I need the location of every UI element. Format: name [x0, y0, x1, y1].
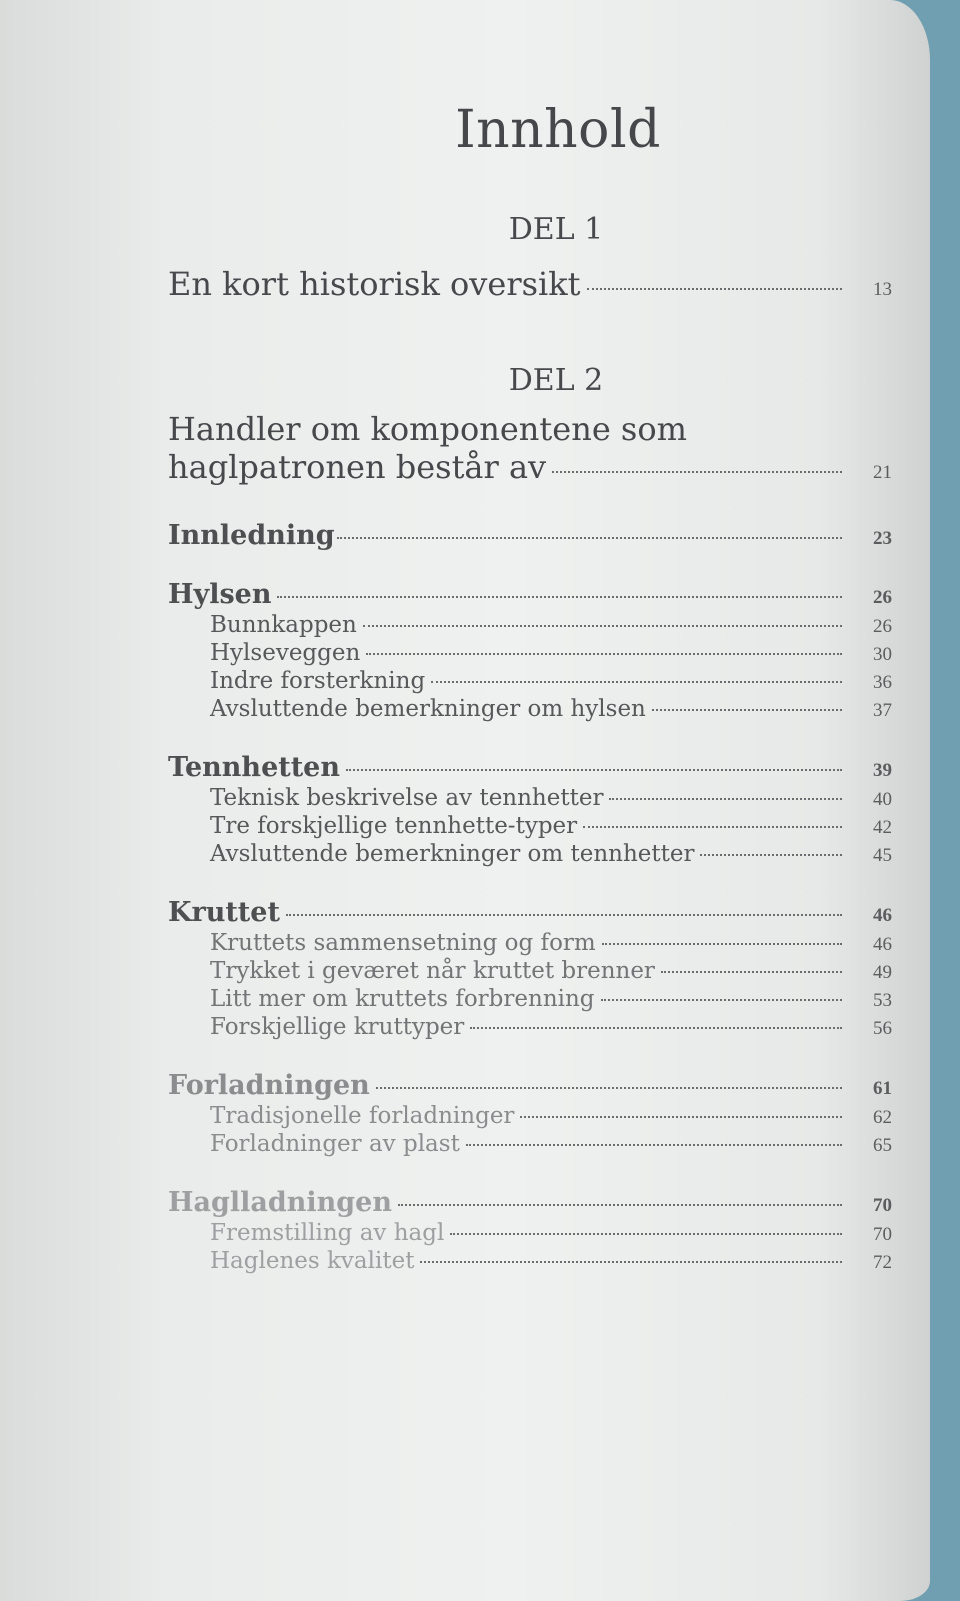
part-2-heading-line-2: haglpatronen består av [168, 448, 547, 486]
section-entry [168, 1248, 892, 1274]
section-title: Kruttets sammensetning og form [210, 930, 596, 956]
section-entry [168, 1103, 892, 1129]
page-number: 42 [873, 817, 892, 838]
page-title: Innhold [455, 100, 661, 160]
dot-leader [520, 1116, 842, 1118]
section-entry [168, 668, 892, 694]
page-number: 39 [873, 760, 892, 781]
chapter-kruttet [168, 897, 892, 928]
part-2-entry [168, 448, 892, 492]
page-number: 46 [873, 934, 892, 955]
chapter-tennhetten [168, 752, 892, 783]
chapter-title: Haglladningen [168, 1187, 392, 1218]
page-number: 70 [873, 1195, 892, 1216]
section-title: Avsluttende bemerkninger om tennhetter [210, 841, 695, 867]
dot-leader [652, 709, 842, 711]
section-title: Litt mer om kruttets forbrenning [210, 986, 595, 1012]
section-entry [168, 958, 892, 984]
part-2-label: DEL 2 [508, 363, 604, 398]
dot-leader [431, 681, 842, 683]
page-number: 23 [873, 528, 892, 549]
section-title: Forladninger av plast [210, 1131, 460, 1157]
page-number: 61 [873, 1078, 892, 1099]
dot-leader [587, 288, 842, 290]
dot-leader [376, 1087, 842, 1089]
dot-leader [366, 653, 842, 655]
page-number: 72 [873, 1252, 892, 1273]
page-number: 26 [873, 616, 892, 637]
dot-leader [609, 798, 842, 800]
page-number: 53 [873, 990, 892, 1011]
part-1-label: DEL 1 [508, 212, 604, 247]
dot-leader [602, 943, 842, 945]
page-number: 30 [873, 644, 892, 665]
section-entry [168, 813, 892, 839]
section-title: Tre forskjellige tennhette-typer [210, 813, 578, 839]
dot-leader [346, 769, 842, 771]
dot-leader [286, 914, 842, 916]
section-title: Bunnkappen [210, 612, 357, 638]
dot-leader [661, 971, 842, 973]
section-entry [168, 1131, 892, 1157]
table-of-contents [168, 100, 908, 1274]
dot-leader [450, 1233, 842, 1235]
section-title: Teknisk beskrivelse av tennhetter [210, 785, 604, 811]
page-number: 70 [873, 1224, 892, 1245]
chapter-title: Innledning [168, 520, 335, 551]
section-entry [168, 930, 892, 956]
dot-leader [552, 471, 842, 473]
section-title: Tradisjonelle forladninger [210, 1103, 515, 1129]
page-number: 56 [873, 1018, 892, 1039]
chapter-haglladningen [168, 1187, 892, 1218]
chapter-title: Tennhetten [168, 752, 340, 783]
section-title: Trykket i geværet når kruttet brenner [210, 958, 655, 984]
part-2-heading-line-1: Handler om komponentene som [168, 410, 687, 448]
chapter-hylsen [168, 579, 892, 610]
page-number: 21 [873, 462, 892, 483]
section-title: Forskjellige kruttyper [210, 1014, 465, 1040]
page-number: 40 [873, 789, 892, 810]
section-entry [168, 841, 892, 867]
page-number: 45 [873, 845, 892, 866]
dot-leader [601, 999, 842, 1001]
page-number: 36 [873, 672, 892, 693]
section-entry [168, 1014, 892, 1040]
section-entry [168, 696, 892, 722]
dot-leader [398, 1204, 842, 1206]
chapter-title: Kruttet [168, 897, 280, 928]
dot-leader [470, 1027, 842, 1029]
dot-leader [420, 1261, 842, 1263]
page-number: 49 [873, 962, 892, 983]
page-number: 26 [873, 587, 892, 608]
section-title: Hylseveggen [210, 640, 361, 666]
page-number: 46 [873, 905, 892, 926]
section-title: Fremstilling av hagl [210, 1220, 445, 1246]
dot-leader [277, 596, 842, 598]
chapter-innledning [168, 520, 892, 551]
page-number: 37 [873, 700, 892, 721]
section-entry [168, 1220, 892, 1246]
dot-leader [363, 625, 842, 627]
section-entry [168, 612, 892, 638]
chapter-title: Forladningen [168, 1070, 370, 1101]
page-number: 65 [873, 1135, 892, 1156]
page-number: 62 [873, 1107, 892, 1128]
part-1-heading: En kort historisk oversikt [168, 265, 581, 303]
part-1-entry [168, 265, 892, 303]
section-entry [168, 640, 892, 666]
section-entry [168, 986, 892, 1012]
chapter-forladningen [168, 1070, 892, 1101]
dot-leader [583, 826, 842, 828]
page-number: 13 [873, 279, 892, 300]
dot-leader [466, 1144, 842, 1146]
chapter-title: Hylsen [168, 579, 272, 610]
section-title: Avsluttende bemerkninger om hylsen [210, 696, 646, 722]
dot-leader [700, 854, 842, 856]
section-title: Haglenes kvalitet [210, 1248, 415, 1274]
section-entry [168, 785, 892, 811]
dot-leader [337, 537, 842, 539]
section-title: Indre forsterkning [210, 668, 426, 694]
